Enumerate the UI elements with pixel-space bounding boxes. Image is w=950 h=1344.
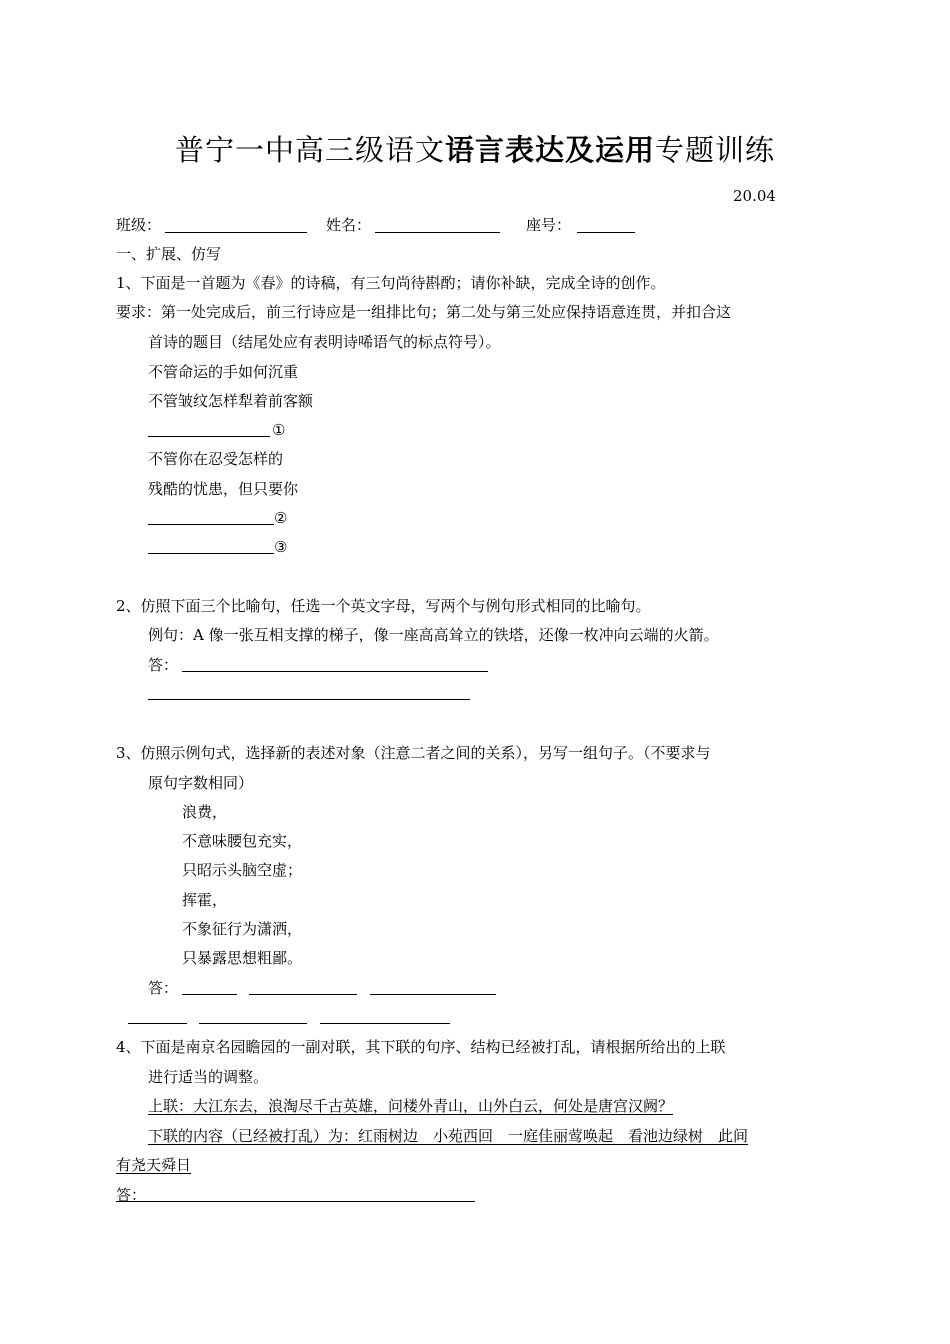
poem-line: 不管皱纹怎样犁着前客额	[148, 392, 314, 410]
q1-requirement-2: 首诗的题目（结尾处应有表明诗唏语气的标点符号）。	[148, 333, 501, 351]
q3-example-line: 只昭示头脑空虚；	[182, 861, 303, 879]
q3-example-line: 不象征行为潇洒，	[182, 920, 303, 938]
date: 20.04	[733, 187, 776, 205]
q3-text-1: 3、仿照示例句式，选择新的表述对象（注意二者之间的关系），另写一组句子。（不要求与	[116, 744, 711, 762]
blank-mark-2: ②	[274, 509, 288, 527]
q2-example: 例句：A 像一张互相支撑的梯子，像一座高高耸立的铁塔，还像一枚冲向云端的火箭。	[148, 626, 719, 644]
class-field[interactable]	[165, 232, 307, 233]
poem-line: 不管你在忍受怎样的	[148, 450, 284, 468]
q4-text-2: 进行适当的调整。	[148, 1068, 269, 1086]
page-title	[0, 128, 950, 169]
seat-label: 座号：	[526, 216, 572, 234]
seat-field[interactable]	[577, 232, 635, 233]
q3-answer-blank[interactable]	[199, 1023, 307, 1024]
q4-text-1: 4、下面是南京名园瞻园的一副对联，其下联的句序、结构已经被打乱，请根据所给出的上联	[116, 1038, 726, 1056]
q3-answer-blank[interactable]	[370, 994, 496, 995]
blank-mark-3: ③	[274, 538, 288, 556]
title-part2: 语言表达及运用	[444, 133, 655, 167]
section-heading: 一、扩展、仿写	[116, 245, 222, 263]
class-label: 班级：	[116, 216, 162, 234]
poem-blank-2[interactable]	[148, 524, 274, 525]
q2-answer-line-1[interactable]	[182, 671, 488, 672]
title-part1: 普宁一中高三级语文	[174, 133, 445, 167]
q1-requirement-1: 要求：第一处完成后，前三行诗应是一组排比句；第二处与第三处应保持语意连贯，并扣合这	[116, 303, 732, 321]
poem-blank-3[interactable]	[148, 553, 274, 554]
q4-lower-couplet-2: 有尧天舜日	[116, 1156, 192, 1174]
name-label: 姓名：	[326, 216, 372, 234]
q4-answer-line[interactable]	[116, 1201, 475, 1202]
q3-answer-blank[interactable]	[249, 994, 357, 995]
q3-answer-blank[interactable]	[128, 1023, 187, 1024]
q1-text: 1、下面是一首题为《春》的诗稿，有三句尚待斟酌；请你补缺，完成全诗的创作。	[116, 274, 666, 292]
q4-answer-label: 答：	[116, 1186, 147, 1204]
q2-answer-line-2[interactable]	[148, 699, 470, 700]
q3-answer-label: 答：	[148, 979, 179, 997]
q4-lower-couplet-1: 下联的内容（已经被打乱）为：红雨树边 小苑西回 一庭佳丽莺唤起 看池边绿树 此间	[148, 1127, 749, 1145]
q2-text: 2、仿照下面三个比喻句，任选一个英文字母，写两个与例句形式相同的比喻句。	[116, 597, 651, 615]
q3-example-line: 浪费，	[182, 803, 228, 821]
q3-answer-blank[interactable]	[182, 994, 237, 995]
q3-text-2: 原句字数相同）	[148, 774, 254, 792]
q4-upper-couplet: 上联：大江东去，浪淘尽千古英雄，问楼外青山，山外白云，何处是唐宫汉阙？	[148, 1097, 674, 1115]
q2-answer-label: 答：	[148, 656, 179, 674]
name-field[interactable]	[375, 232, 500, 233]
poem-line: 不管命运的手如何沉重	[148, 363, 299, 381]
poem-line: 残酷的忧患，但只要你	[148, 480, 299, 498]
q3-example-line: 挥霍，	[182, 891, 228, 909]
q3-answer-blank[interactable]	[320, 1023, 450, 1024]
poem-blank-1[interactable]	[148, 436, 270, 437]
q3-example-line: 只暴露思想粗鄙。	[182, 949, 303, 967]
q3-example-line: 不意味腰包充实，	[182, 832, 303, 850]
blank-mark-1: ①	[272, 421, 286, 439]
title-part3: 专题训练	[655, 133, 776, 167]
